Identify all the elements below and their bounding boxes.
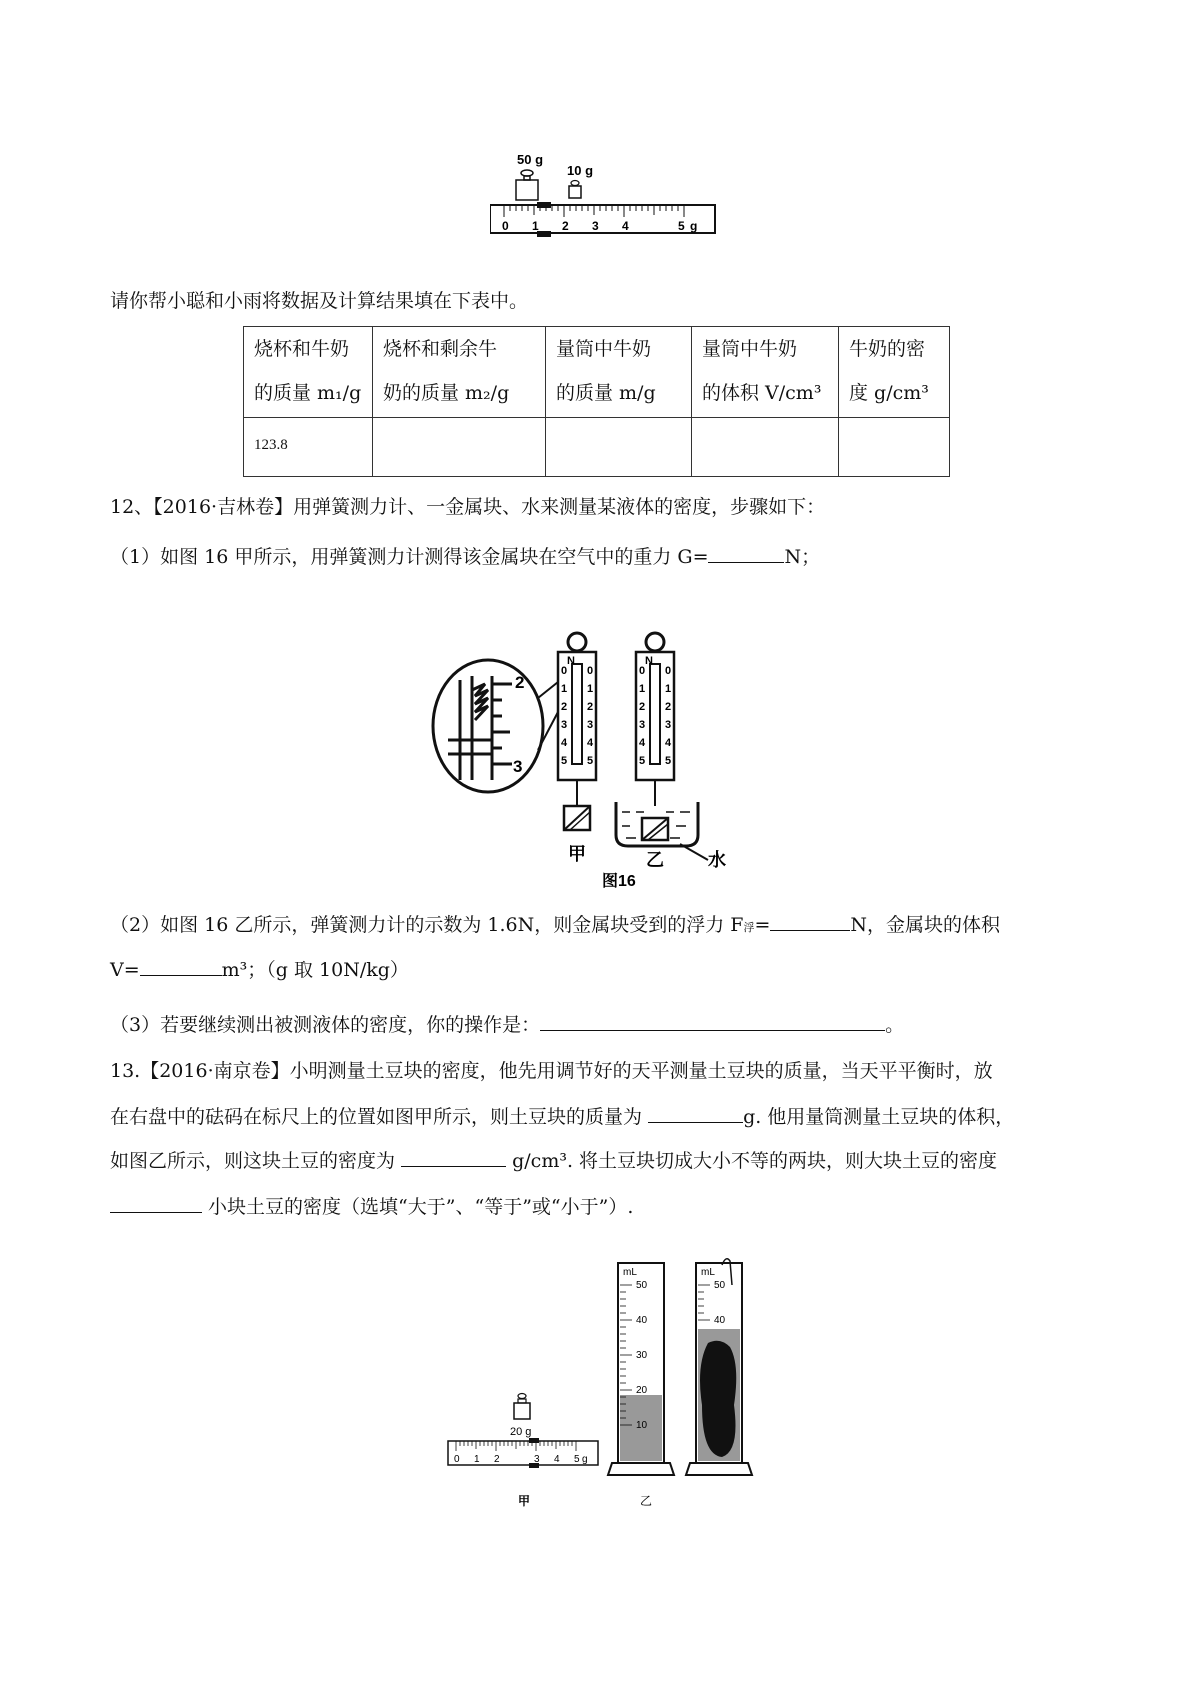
scale-label-5: 5 [574,1454,580,1465]
svg-text:5: 5 [665,755,672,767]
scale-label-2: 2 [494,1454,500,1465]
svg-text:2: 2 [561,701,568,713]
svg-text:20: 20 [636,1385,648,1396]
q12-part2: （2）如图 16 乙所示，弹簧测力计的示数为 1.6N，则金属块受到的浮力 F浮= N，金属块的体积 [110,910,1000,941]
cyl2-unit: mL [701,1267,715,1278]
scale-ticks [504,205,684,217]
scale-label-0: 0 [454,1454,460,1465]
table-header-cell: 量筒中牛奶 的体积 V/cm³ [692,327,839,418]
answer-blank[interactable] [770,910,850,931]
label-yi: 乙 [640,1494,653,1508]
table-cell [373,418,546,477]
table-header-cell: 烧杯和剩余牛 奶的质量 m₂/g [373,327,546,418]
table-cell: 123.8 [244,418,373,477]
svg-text:3: 3 [587,719,594,731]
scale-unit-g: g [582,1454,588,1465]
scale-label-2: 2 [562,219,569,233]
svg-text:4: 4 [639,737,646,749]
svg-text:30: 30 [636,1350,648,1361]
potato-density-figure [440,1255,770,1525]
balance-scale-figure-top [490,150,720,262]
answer-blank[interactable] [708,542,784,563]
scale-a-unit: N [567,655,575,667]
svg-text:2: 2 [639,701,646,713]
svg-text:50: 50 [714,1280,726,1291]
scale-label-3: 3 [534,1454,540,1465]
weight-label-50g: 50 g [517,152,544,167]
scale-label-0: 0 [502,219,509,233]
q12-part2b: V= m³；（g 取 10N/kg） [110,955,409,983]
svg-text:3: 3 [561,719,568,731]
svg-text:2: 2 [587,701,594,713]
svg-text:4: 4 [561,737,568,749]
table-row [244,418,950,477]
answer-blank[interactable] [110,1192,202,1213]
svg-text:1: 1 [665,683,672,695]
answer-blank[interactable] [140,955,222,976]
scale-label-4: 4 [554,1454,560,1465]
svg-text:40: 40 [714,1315,726,1326]
scale-label-1: 1 [474,1454,480,1465]
svg-text:5: 5 [639,755,646,767]
label-jia: 甲 [568,844,586,864]
label-yi: 乙 [646,850,664,870]
svg-text:4: 4 [587,737,594,749]
q13-line3: 如图乙所示，则这块土豆的密度为 g/cm³. 将土豆块切成大小不等的两块，则大块土豆的密度 [110,1146,997,1174]
svg-text:4: 4 [665,737,672,749]
cyl1-unit: mL [623,1267,637,1278]
svg-text:2: 2 [665,701,672,713]
svg-text:5: 5 [587,755,594,767]
label-water: 水 [708,850,726,870]
table-cell [839,418,950,477]
scale-label-3: 3 [592,219,599,233]
scale-b-unit: N [645,655,653,667]
q13-line2: 在右盘中的砝码在标尺上的位置如图甲所示，则土豆块的质量为 g. 他用量筒测量土豆块的体积， [110,1102,1014,1130]
q13-line1: 13.【2016·南京卷】小明测量土豆块的密度，他先用调节好的天平测量土豆块的质量，当天平平衡时，放 [110,1060,993,1082]
q12-part1: （1）如图 16 甲所示，用弹簧测力计测得该金属块在空气中的重力 G= N； [110,542,820,570]
data-table [243,326,950,477]
svg-text:40: 40 [636,1315,648,1326]
figure-caption: 图16 [602,873,636,890]
svg-text:1: 1 [639,683,646,695]
table-cell [546,418,692,477]
svg-text:10: 10 [636,1420,648,1431]
zoom-label-3: 3 [513,757,523,776]
table-header-cell: 烧杯和牛奶 的质量 m₁/g [244,327,373,418]
label-jia: 甲 [518,1494,531,1508]
weight-label-10g: 10 g [567,163,594,178]
scale-label-4: 4 [622,219,629,233]
spring-scale-figure [430,630,810,890]
q12-part3: （3）若要继续测出被测液体的密度，你的操作是： 。 [110,1010,904,1038]
scale-unit-g: g [690,219,698,233]
intro-line: 请你帮小聪和小雨将数据及计算结果填在下表中。 [110,290,529,312]
answer-blank[interactable] [401,1146,506,1167]
svg-text:3: 3 [639,719,646,731]
zoom-label-2: 2 [515,673,525,692]
q12-title: 12、【2016·吉林卷】用弹簧测力计、一金属块、水来测量某液体的密度，步骤如下： [110,496,826,518]
svg-text:50: 50 [636,1280,648,1291]
table-header-cell: 牛奶的密 度 g/cm³ [839,327,950,418]
table-cell [692,418,839,477]
table-header-cell: 量筒中牛奶 的质量 m/g [546,327,692,418]
svg-text:5: 5 [561,755,568,767]
scale-label-1: 1 [532,219,539,233]
weight-label-20g: 20 g [510,1426,532,1438]
answer-blank[interactable] [648,1102,743,1123]
svg-text:0: 0 [639,665,646,677]
svg-text:1: 1 [587,683,594,695]
answer-blank[interactable] [540,1010,885,1031]
svg-text:3: 3 [665,719,672,731]
svg-text:0: 0 [665,665,672,677]
svg-text:0: 0 [561,665,568,677]
svg-text:1: 1 [561,683,568,695]
q13-line4: 小块土豆的密度（选填“大于”、“等于”或“小于”）. [110,1192,633,1220]
scale-label-5: 5 [678,219,685,233]
svg-text:0: 0 [587,665,594,677]
